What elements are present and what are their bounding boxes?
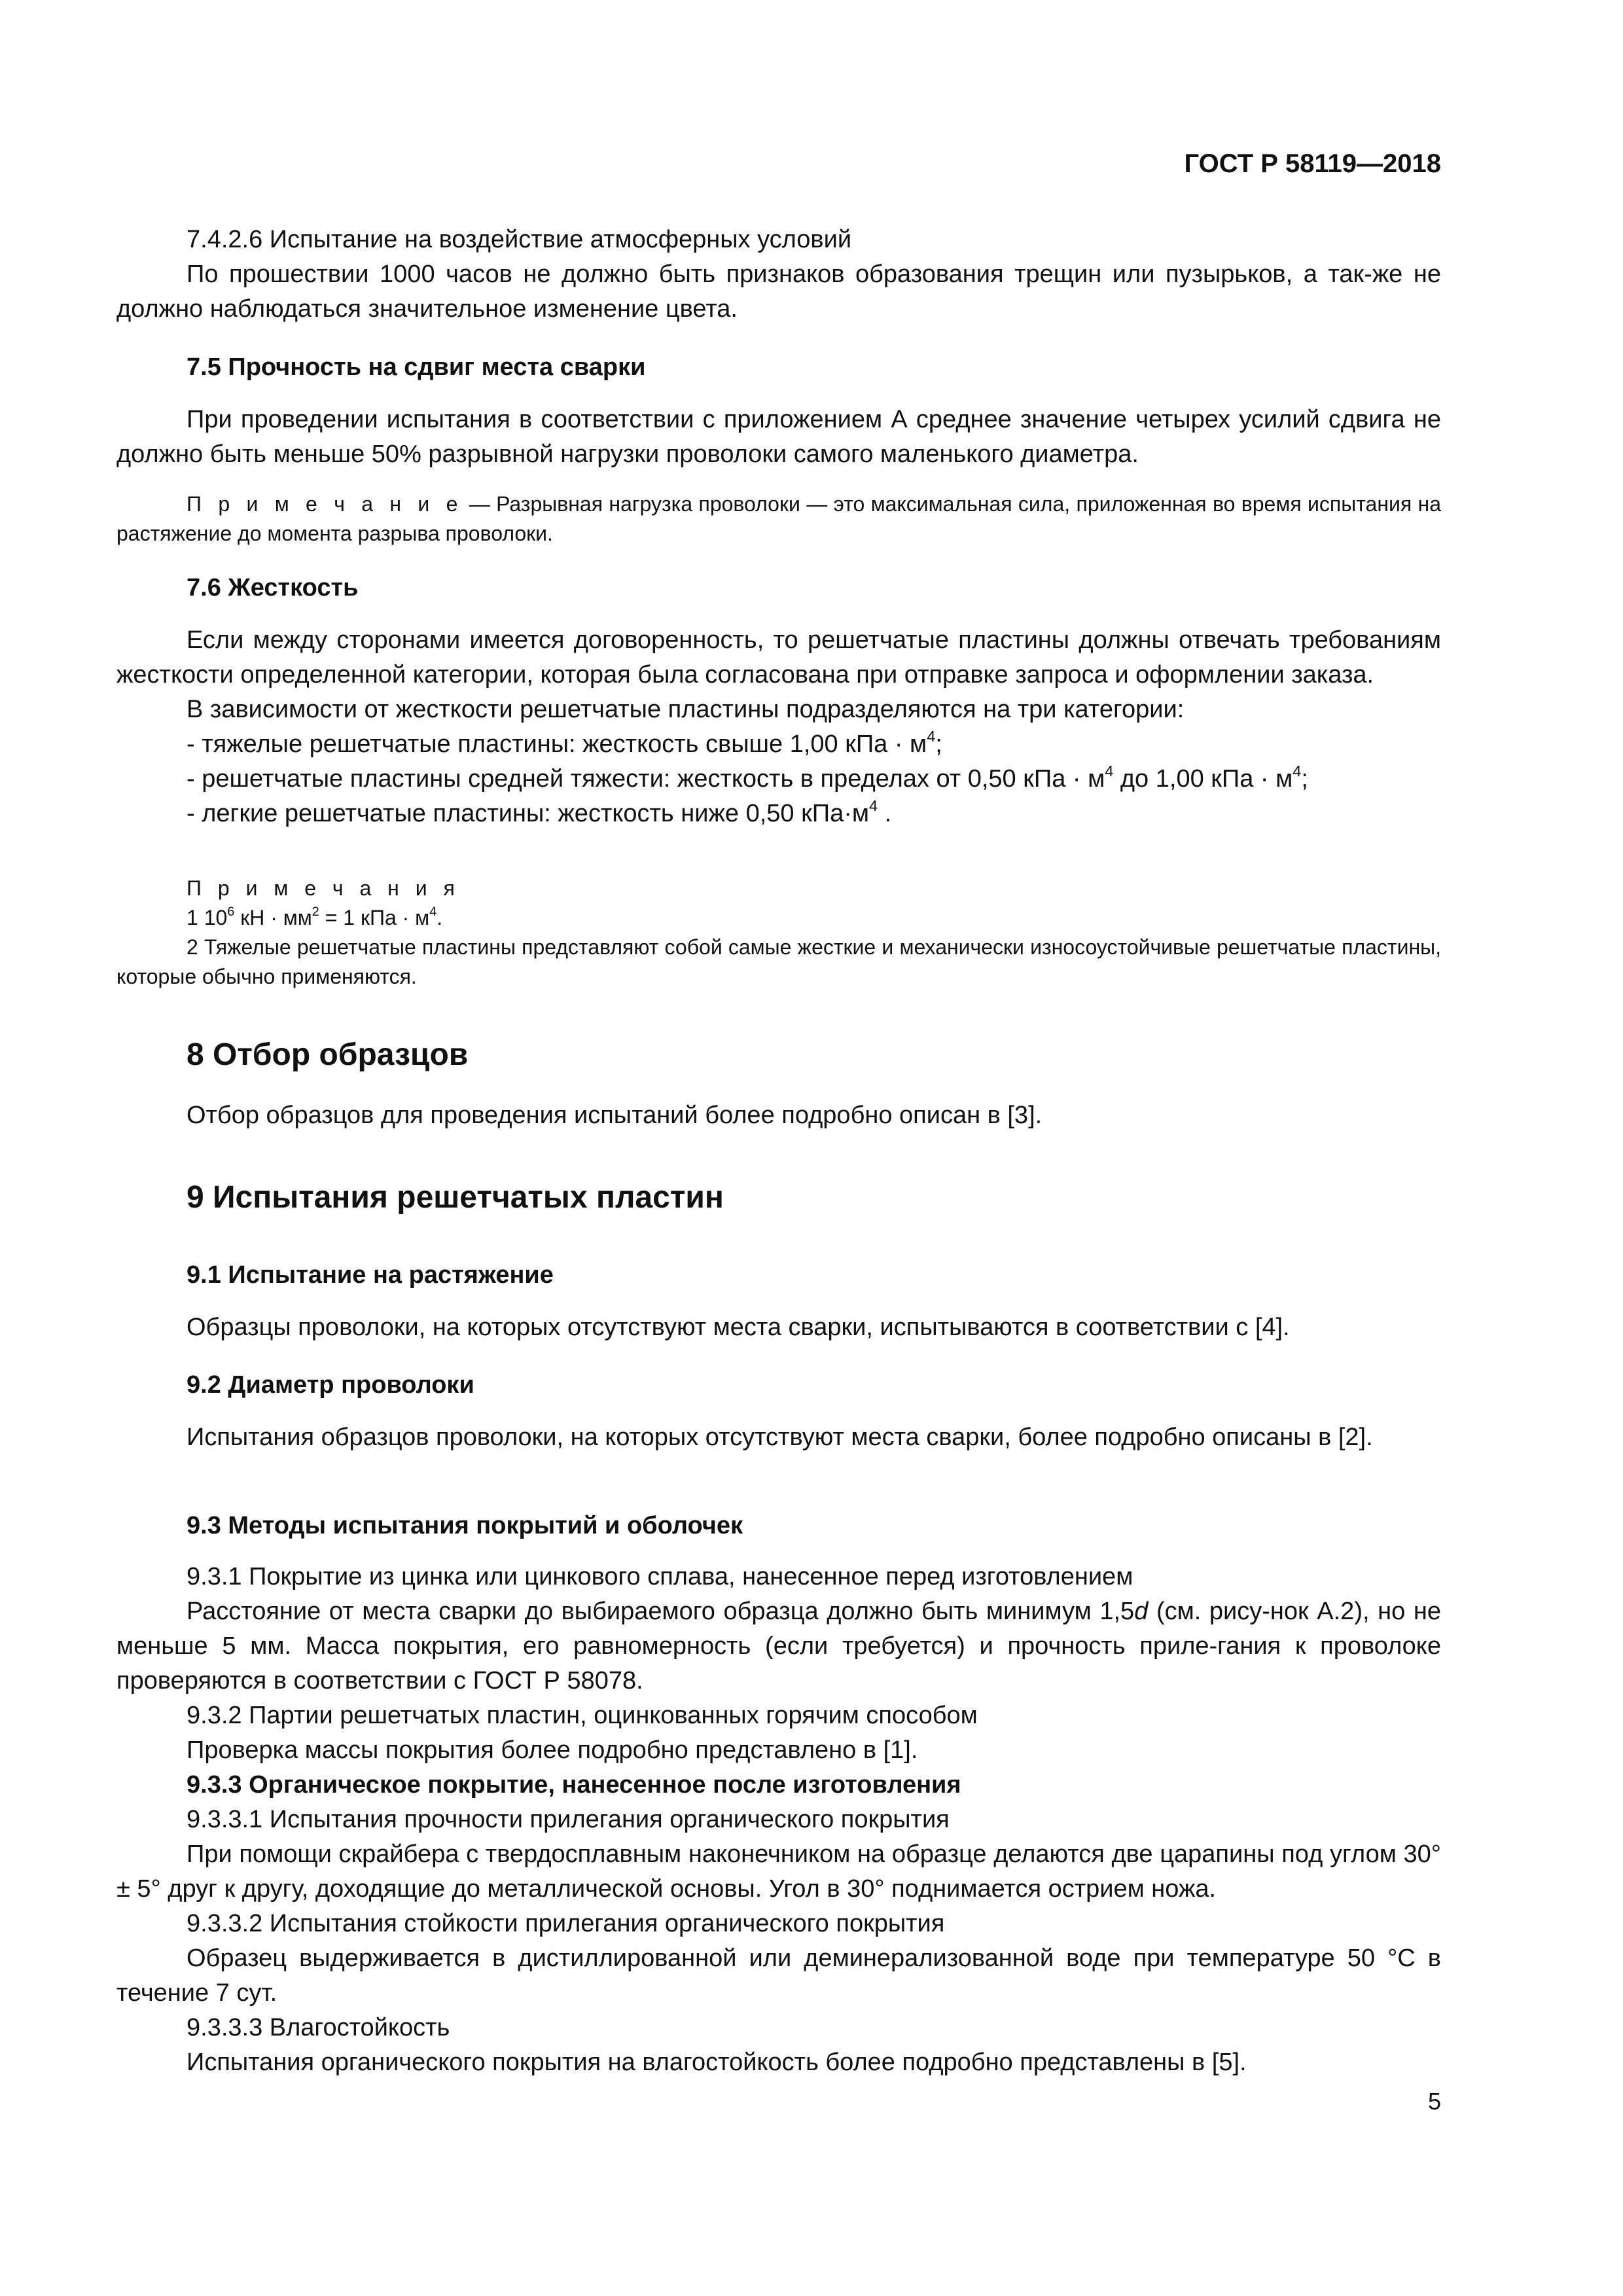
- paragraph: Испытания органического покрытия на влагостойкость более подробно представлены в [5].: [187, 2049, 1247, 2076]
- section-9-3: [116, 1509, 1441, 1543]
- notes-7-6: [116, 874, 1441, 992]
- list-item: - тяжелые решетчатые пластины: жесткость свыше 1,00 кПа · $м^4$;: [187, 728, 942, 758]
- section-7-6: [116, 571, 1441, 605]
- paragraph: По прошествии 1000 часов не должно быть признаков образования трещин или пузырьков, а так-же не должно наблюдаться значительное изменение цвета.: [116, 260, 1441, 323]
- section-heading: 9.1 Испытание на растяжение: [187, 1261, 554, 1289]
- section-7-4-2-6: [116, 223, 1441, 327]
- page-number: 5: [1427, 2088, 1441, 2115]
- paragraph: Проверка массы покрытия более подробно представлено в [1].: [187, 1736, 918, 1764]
- section-7-6-body: [116, 623, 1441, 831]
- note-1: 1 $10^6$ кН · $мм^2 = 1$ кПа · $м^4$.: [187, 905, 443, 929]
- section-9-3-body: [116, 1560, 1441, 2080]
- paragraph: При проведении испытания в соответствии с приложением А среднее значение четырех усилий сдвига не должно быть меньше 50% разрывной нагрузки проволоки самого маленького диаметра.: [116, 406, 1441, 468]
- paragraph: Испытания образцов проволоки, на которых отсутствуют места сварки, более подробно описаны в [2].: [187, 1424, 1373, 1451]
- section-8-body: [116, 1098, 1441, 1133]
- subsection-heading: 9.3.3 Органическое покрытие, нанесенное после изготовления: [187, 1771, 961, 1799]
- paragraph: Отбор образцов для проведения испытаний более подробно описан в [3].: [187, 1102, 1043, 1129]
- paragraph: Образец выдерживается в дистиллированной или деминерализованной воде при температуре 50 °С в течение 7 сут.: [116, 1945, 1441, 2007]
- chapter-heading: 8 Отбор образцов: [187, 1037, 469, 1072]
- note-2: 2 Тяжелые решетчатые пластины представляют собой самые жесткие и механически износоустойчивые решетчатые пластины, которые обычно применяются.: [116, 935, 1441, 988]
- section-9-1: [116, 1258, 1441, 1293]
- subsection-title: 9.3.3.2 Испытания стойкости прилегания органического покрытия: [187, 1910, 945, 1937]
- paragraph: Расстояние от места сварки до выбираемого образца должно быть минимум 1,5d (см. рису-нок А.2), но не меньше 5 мм. Масса покрытия, его равномерность (если требуется) и прочность приле-гания к проволоке проверяются в соответствии с ГОСТ Р 58078.: [116, 1598, 1442, 1695]
- section-heading: 9.3 Методы испытания покрытий и оболочек: [187, 1512, 743, 1539]
- section-8: [116, 1035, 1441, 1075]
- subsection-title: 9.3.1 Покрытие из цинка или цинкового сплава, нанесенное перед изготовлением: [187, 1563, 1133, 1590]
- note-7-5: [116, 490, 1441, 548]
- subsection-title: 9.3.3.1 Испытания прочности прилегания органического покрытия: [187, 1806, 950, 1833]
- subsection-title: 9.3.2 Партии решетчатых пластин, оцинкованных горячим способом: [187, 1702, 978, 1729]
- section-9-1-body: [116, 1310, 1441, 1345]
- section-7-5-body: [116, 403, 1441, 472]
- paragraph: Образцы проволоки, на которых отсутствуют места сварки, испытываются в соответствии с [4].: [187, 1314, 1290, 1341]
- section-9: [116, 1178, 1441, 1217]
- section-9-2: [116, 1368, 1441, 1403]
- note-text: — Разрывная нагрузка проволоки — это максимальная сила, приложенная во время испытания на растяжение до момента разрыва проволоки.: [116, 492, 1441, 545]
- section-heading: 7.6 Жесткость: [187, 574, 359, 601]
- list-item: - решетчатые пластины средней тяжести: жесткость в пределах от 0,50 кПа · $м^4$ до 1,00 кПа · $м^4$;: [187, 762, 1308, 793]
- section-heading: 7.5 Прочность на сдвиг места сварки: [187, 353, 646, 381]
- section-9-2-body: [116, 1420, 1441, 1455]
- paragraph: Если между сторонами имеется договоренность, то решетчатые пластины должны отвечать требованиям жесткости определенной категории, которая была согласована при отправке запроса и оформлении заказа.: [116, 626, 1441, 689]
- list-item: - легкие решетчатые пластины: жесткость ниже 0,50 $кПа\cdot м^4$ .: [187, 797, 892, 827]
- section-title: 7.4.2.6 Испытание на воздействие атмосферных условий: [187, 226, 852, 253]
- section-heading: 9.2 Диаметр проволоки: [187, 1371, 474, 1399]
- subsection-title: 9.3.3.3 Влагостойкость: [187, 2014, 450, 2041]
- paragraph: В зависимости от жесткости решетчатые пластины подразделяются на три категории:: [187, 696, 1185, 723]
- chapter-heading: 9 Испытания решетчатых пластин: [187, 1180, 724, 1215]
- note: [116, 490, 1441, 548]
- notes-label: П р и м е ч а н и я: [187, 876, 460, 900]
- section-7-5: [116, 350, 1441, 385]
- standard-header: ГОСТ Р 58119—2018: [1184, 149, 1441, 178]
- note-label: П р и м е ч а н и е: [187, 492, 463, 516]
- paragraph: При помощи скрайбера с твердосплавным наконечником на образце делаются две царапины под углом 30° ± 5° друг к другу, доходящие до металлической основы. Угол в 30° поднимается острием ножа.: [116, 1840, 1441, 1903]
